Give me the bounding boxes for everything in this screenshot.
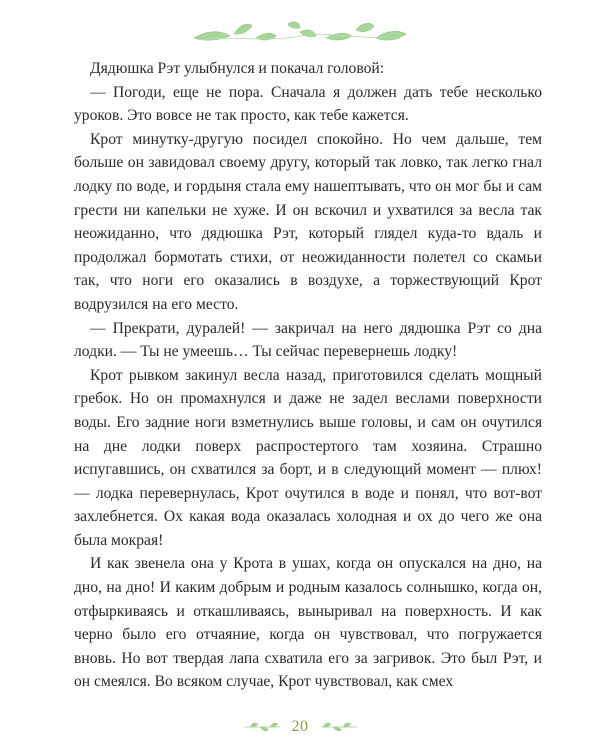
paragraph: Крот минутку-другую посидел спокойно. Но чем дальше, тем больше он завидовал своему другу, который так ловко, так легко гнал лодку по воде, и гордыня стала ему нашептывать, что он мог бы и сам грести ни капельки не хуже. И он вскочил и ухватился за весла так неожиданно, что дядюшка Рэт, который глядел куда-то вдаль и продолжал бормотать стихи, от неожиданности полетел со скамьи так, что ноги его оказались в воздухе, а торжествующий Крот водрузился на его место. (74, 130, 542, 313)
paragraph: — Прекрати, дуралей! — закричал на него дядюшка Рэт со дна лодки. — Ты не умеешь… Ты сейчас перевернешь лодку! (74, 319, 542, 361)
paragraph: И как звенела она у Крота в ушах, когда он опускался на дно, на дно, на дно! И каким добрым и родным казалось солнышко, когда он, отфыркиваясь и откашливаясь, выныривал на поверхность. И как черно было его отчаяние, когда он чувствовал, что погружается вновь. Но вот твердая лапа схватила его за загривок. Это был Рэт, и он смеялся. Во всяком случае, Крот чувствовал, как смех (74, 555, 542, 691)
page-number: 20 (291, 718, 309, 735)
leaf-vine-ornament-top (190, 16, 410, 50)
page-footer (0, 716, 600, 738)
paragraph: Дядюшка Рэт улыбнулся и покачал головой: (90, 60, 385, 77)
book-text (74, 57, 542, 694)
paragraph: Крот рывком закинул весла назад, приготовился сделать мощный гребок. Но он промахнулся и даже не задел веслами поверхности воды. Его задние ноги взметнулись выше головы, и сам он очутился на дне лодки поверх распростертого там хозяина. Страшно испугавшись, он схватился за борт, и в следующий момент — плюх! — лодка перевернулась, Крот очутился в воде и понял, что вот-вот захлебнется. Ох какая вода оказалась холодная и ох до чего же она была мокрая! (74, 366, 542, 549)
leaf-ornament-left-icon (242, 720, 282, 734)
leaf-ornament-right-icon (319, 720, 359, 734)
paragraph: — Погоди, еще не пора. Сначала я должен дать тебе несколько уроков. Это вовсе не так просто, как тебе кажется. (74, 83, 542, 125)
